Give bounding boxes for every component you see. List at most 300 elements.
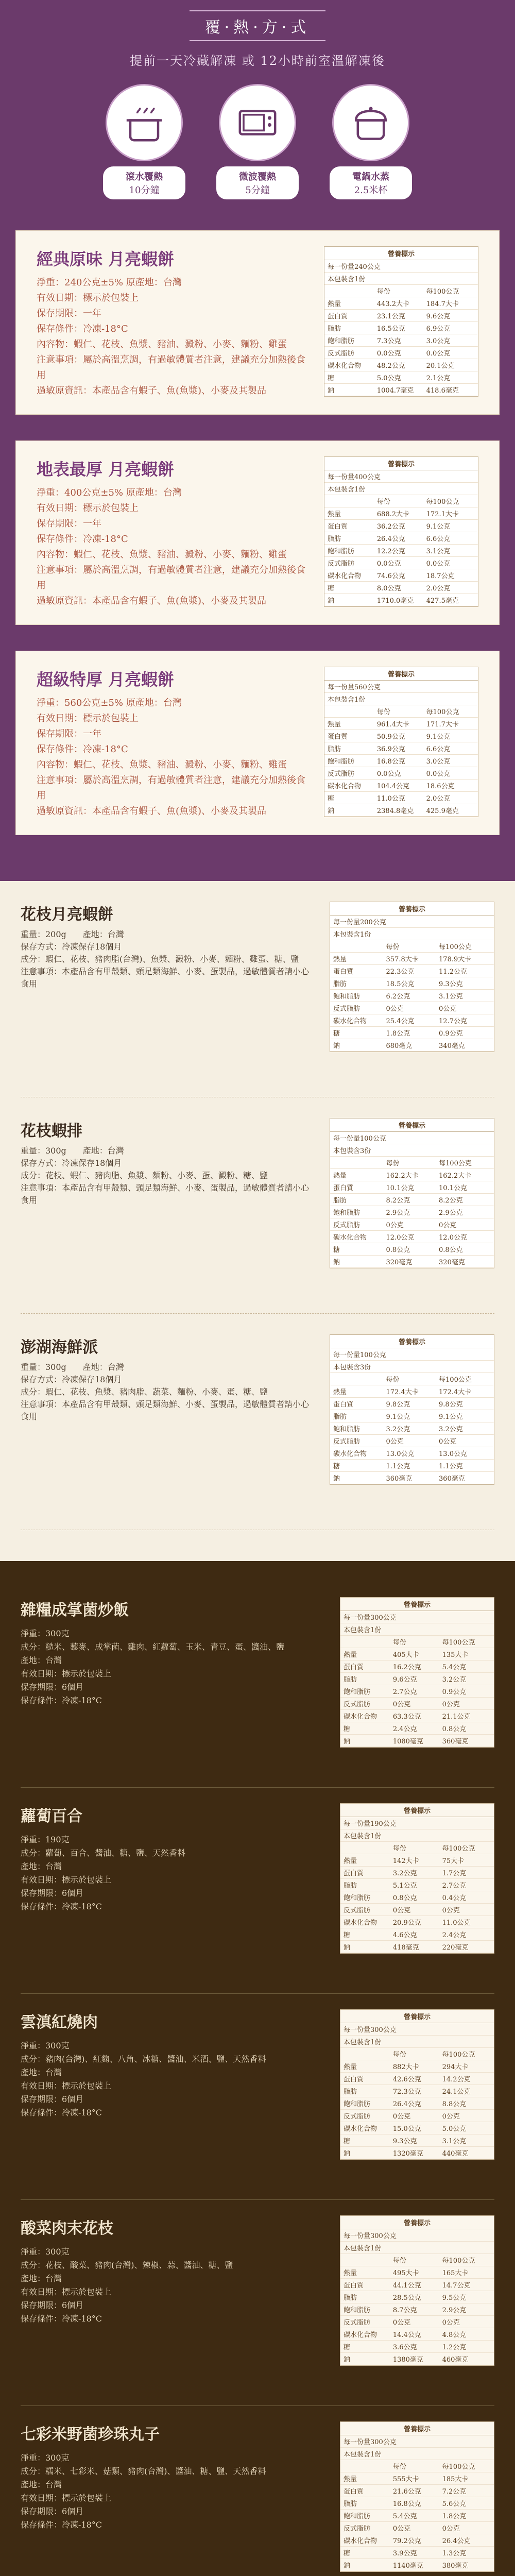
nutrition-row-label: 蛋白質: [333, 1401, 354, 1409]
nutrition-row-100g: 0公克: [442, 1907, 460, 1914]
product-item: [21, 1788, 494, 1994]
nutrition-row-100g: 3.0公克: [426, 337, 451, 345]
nutrition-row-serving: 0公克: [392, 2319, 411, 2327]
nutrition-row-serving: 961.4大卡: [376, 721, 410, 728]
nutrition-row: [324, 359, 478, 371]
nutrition-row: [324, 742, 478, 755]
nutrition-row-100g: 8.8公克: [442, 2100, 467, 2108]
nutrition-row-label: 碳水化合物: [328, 783, 362, 790]
product-item: [21, 2406, 494, 2576]
nutrition-row-serving: 16.8公克: [392, 2500, 421, 2508]
nutrition-row-serving: 142大卡: [392, 1857, 419, 1865]
nutrition-col-100g: 每100公克: [439, 1160, 472, 1167]
product-info-line: 保存期限：6個月: [21, 2094, 84, 2104]
nutrition-row-100g: 340毫克: [439, 1042, 465, 1050]
nutrition-table: [340, 1597, 494, 1748]
nutrition-header-row: [324, 495, 478, 507]
nutrition-row-label: 鈉: [344, 2356, 351, 2364]
nutrition-row-100g: 0.0公克: [426, 770, 451, 778]
nutrition-row-serving: 23.1公克: [376, 313, 405, 320]
product-info-line: 注意事項：屬於高溫烹調，有過敏體質者注意，建議充分加熱後食用: [37, 565, 305, 591]
nutrition-row-100g: 11.2公克: [439, 968, 467, 976]
product-info-line: 淨重：300克: [21, 2247, 70, 2257]
product-item: [21, 1582, 494, 1788]
nutrition-row: [340, 2097, 494, 2110]
nutrition-row-serving: 0公克: [392, 1907, 411, 1914]
nutrition-row: [330, 1181, 494, 1194]
nutrition-row-serving: 36.9公克: [376, 745, 405, 753]
product-info-line: 保存期限：6個月: [21, 2300, 84, 2310]
nutrition-row-100g: 135大卡: [442, 1651, 469, 1659]
nutrition-row-label: 糖: [328, 795, 335, 803]
nutrition-col-100g: 每100公克: [442, 1639, 475, 1647]
nutrition-row: [330, 1027, 494, 1039]
nutrition-row-serving: 9.6公克: [392, 1676, 417, 1684]
nutrition-row-100g: 0公克: [439, 1438, 457, 1446]
nutrition-row-100g: 9.1公克: [426, 523, 451, 531]
nutrition-servings: [324, 273, 478, 285]
nutrition-row-label: 糖: [344, 2138, 351, 2145]
nutrition-row-serving: 688.2大卡: [376, 511, 410, 518]
nutrition-row: [324, 384, 478, 396]
nutrition-row-label: 蛋白質: [328, 313, 348, 320]
method-steam-pill: [330, 166, 412, 199]
nutrition-row-100g: 460毫克: [442, 2356, 469, 2364]
nutrition-row: [340, 1904, 494, 1916]
nutrition-row-100g: 0公克: [442, 2319, 460, 2327]
product-info-line: 重量：300g 產地：台灣: [21, 1146, 124, 1156]
nutrition-row: [324, 347, 478, 359]
nutrition-row-100g: 294大卡: [442, 2063, 469, 2071]
nutrition-row: [340, 1891, 494, 1904]
nutrition-serving: [324, 470, 478, 483]
nutrition-row-100g: 13.0公克: [439, 1450, 467, 1458]
nutrition-servings: [340, 1623, 494, 1636]
product-info-line: 產地：台灣: [21, 2067, 62, 2077]
nutrition-row: [330, 1460, 494, 1472]
nutrition-row-label: 糖: [333, 1246, 340, 1254]
nutrition-table: [324, 456, 478, 607]
nutrition-row-100g: 18.6公克: [426, 783, 455, 790]
nutrition-row-label: 熱量: [344, 2063, 357, 2071]
nutrition-col-serving: 每份: [392, 2051, 406, 2059]
nutrition-table: [340, 1803, 494, 1954]
product-info-line: 保存條件：冷凍-18°C: [37, 534, 128, 545]
nutrition-row-serving: 405大卡: [392, 1651, 419, 1659]
nutrition-row: [324, 804, 478, 817]
nutrition-row-100g: 5.4公克: [442, 1664, 467, 1671]
nutrition-row-100g: 9.8公克: [439, 1401, 463, 1409]
product-info-line: 保存期限：6個月: [21, 2506, 84, 2516]
nutrition-row-label: 糖: [344, 2550, 351, 2557]
nutrition-servings: [340, 1829, 494, 1842]
nutrition-row-100g: 21.1公克: [442, 1713, 471, 1721]
nutrition-row-100g: 6.6公克: [426, 535, 451, 543]
nutrition-row-100g: 172.1大卡: [426, 511, 459, 518]
product-info-line: 保存期限：一年: [37, 518, 101, 529]
nutrition-row: [330, 1447, 494, 1460]
nutrition-row-100g: 2.7公克: [442, 1882, 467, 1890]
heating-methods: [0, 84, 515, 199]
nutrition-row-label: 糖: [344, 1931, 351, 1939]
nutrition-row: [340, 2291, 494, 2303]
nutrition-row: [324, 545, 478, 557]
nutrition-row-serving: 11.0公克: [376, 795, 405, 803]
nutrition-col-100g: 每100公克: [442, 2257, 475, 2265]
nutrition-row-100g: 9.1公克: [426, 733, 451, 741]
nutrition-row-label: 脂肪: [333, 980, 347, 988]
product-info-line: 產地：台灣: [21, 2480, 62, 2489]
nutrition-servings: [340, 2036, 494, 2048]
nutrition-header-row: [330, 940, 494, 953]
nutrition-row-100g: 9.6公克: [426, 313, 451, 320]
product-info-line: 保存方式：冷凍保存18個月: [21, 1375, 122, 1384]
product-info-line: 淨重：300克: [21, 1629, 70, 1638]
product-info-line: 成分：花枝、蝦仁、豬肉脂、魚漿、麵粉、小麥、蛋、澱粉、糖、鹽: [21, 1171, 268, 1180]
nutrition-row-100g: 1.7公克: [442, 1870, 467, 1877]
nutrition-row-serving: 1380毫克: [392, 2356, 423, 2364]
nutrition-row-label: 蛋白質: [344, 2488, 364, 2496]
nutrition-row-serving: 357.8大卡: [386, 956, 419, 963]
product-info-line: 保存方式：冷凍保存18個月: [21, 942, 122, 952]
nutrition-row-serving: 418毫克: [392, 1944, 419, 1952]
nutrition-row-label: 碳水化合物: [344, 2331, 377, 2339]
nutrition-row-100g: 171.7大卡: [426, 721, 459, 728]
nutrition-row-serving: 26.4公克: [392, 2100, 421, 2108]
nutrition-row-label: 脂肪: [344, 1882, 357, 1890]
nutrition-table: [324, 667, 478, 817]
nutrition-serving: [330, 1348, 494, 1361]
nutrition-row-serving: 0公克: [386, 1438, 404, 1446]
product-info-line: 保存條件：冷凍-18°C: [21, 2108, 102, 2117]
nutrition-row-100g: 4.8公克: [442, 2331, 467, 2339]
nutrition-title: 營養標示: [324, 457, 478, 470]
nutrition-row-100g: 0.8公克: [439, 1246, 463, 1254]
nutrition-row-serving: 20.9公克: [392, 1919, 421, 1927]
nutrition-row-serving: 12.2公克: [376, 548, 405, 555]
nutrition-row-serving: 1.8公克: [386, 1030, 410, 1038]
nutrition-row: [340, 2497, 494, 2510]
nutrition-row: [340, 2547, 494, 2559]
nutrition-row-serving: 12.0公克: [386, 1234, 415, 1242]
nutrition-row-100g: 24.1公克: [442, 2088, 471, 2096]
nutrition-row-label: 碳水化合物: [333, 1018, 367, 1025]
nutrition-title: 營養標示: [330, 1335, 494, 1348]
nutrition-row-100g: 10.1公克: [439, 1184, 467, 1192]
nutrition-row-label: 蛋白質: [344, 1870, 364, 1877]
nutrition-row-100g: 0公克: [442, 2113, 460, 2121]
nutrition-row-label: 碳水化合物: [328, 572, 362, 580]
product-info-line: 有效日期：標示於包裝上: [37, 503, 139, 514]
product-info-line: 內容物：蝦仁、花枝、魚漿、豬油、澱粉、小麥、麵粉、雞蛋: [37, 759, 287, 770]
nutrition-row-serving: 16.2公克: [392, 1664, 421, 1671]
product-info-line: 過敏原資訊：本產品含有蝦子、魚(魚漿)、小麥及其製品: [37, 385, 267, 396]
nutrition-col-100g: 每100公克: [426, 708, 459, 716]
product-name: 花枝蝦排: [21, 1122, 82, 1140]
nutrition-row-label: 蛋白質: [344, 1664, 364, 1671]
nutrition-row-serving: 0公克: [386, 1222, 404, 1229]
nutrition-serving-size: 每一份量300公克: [344, 2026, 397, 2034]
nutrition-row: [324, 334, 478, 347]
nutrition-row-label: 飽和脂肪: [344, 2100, 371, 2108]
product-name: 地表最厚 月亮蝦餅: [37, 460, 175, 479]
nutrition-row-serving: 4.6公克: [392, 1931, 417, 1939]
product-info-line: 淨重：240公克±5% 原產地：台灣: [37, 277, 182, 288]
nutrition-col-100g: 每100公克: [426, 498, 459, 506]
nutrition-row: [340, 2266, 494, 2279]
product-info-line: 淨重：300克: [21, 2041, 70, 2050]
nutrition-servings-count: 本包裝含3份: [333, 1147, 371, 1155]
bottom-products: [0, 1561, 515, 2576]
nutrition-title: 營養標示: [340, 2010, 494, 2023]
nutrition-row: [340, 1928, 494, 1941]
method-steam-time: 2.5米杯: [354, 185, 388, 196]
nutrition-row: [330, 1256, 494, 1268]
product-info-line: 保存條件：冷凍-18°C: [37, 744, 128, 755]
nutrition-row: [324, 557, 478, 569]
nutrition-col-100g: 每100公克: [442, 2463, 475, 2471]
nutrition-row-serving: 18.5公克: [386, 980, 415, 988]
nutrition-row: [330, 1206, 494, 1218]
nutrition-row-label: 碳水化合物: [344, 1713, 377, 1721]
nutrition-serving: [330, 916, 494, 928]
nutrition-row-100g: 9.1公克: [439, 1413, 463, 1421]
nutrition-col-serving: 每份: [392, 2463, 406, 2471]
nutrition-row-100g: 1.2公克: [442, 2344, 467, 2351]
nutrition-row-100g: 0.8公克: [442, 1725, 467, 1733]
method-boil-time: 10分鐘: [129, 185, 160, 196]
nutrition-row-label: 蛋白質: [344, 2282, 364, 2290]
nutrition-serving: [340, 2229, 494, 2242]
method-microwave-time: 5分鐘: [245, 185, 270, 196]
method-microwave-name: 微波覆熱: [239, 172, 276, 182]
nutrition-table: [330, 1334, 494, 1485]
nutrition-row-label: 鈉: [344, 2150, 351, 2158]
nutrition-row-serving: 72.3公克: [392, 2088, 421, 2096]
nutrition-row: [330, 1231, 494, 1243]
product-info-line: 淨重：560公克±5% 原產地：台灣: [37, 698, 182, 708]
product-name: 酸菜肉末花枝: [21, 2219, 113, 2238]
nutrition-row-label: 反式脂肪: [333, 1005, 360, 1013]
nutrition-row: [340, 2303, 494, 2316]
nutrition-row-label: 飽和脂肪: [333, 1426, 360, 1433]
nutrition-row-100g: 0.9公克: [439, 1030, 463, 1038]
nutrition-row-100g: 3.2公克: [439, 1426, 463, 1433]
product-info-line: 產地：台灣: [21, 1655, 62, 1665]
nutrition-row-label: 熱量: [328, 300, 341, 308]
nutrition-row: [340, 1854, 494, 1867]
nutrition-row-100g: 26.4公克: [442, 2537, 471, 2545]
nutrition-row-label: 脂肪: [344, 1676, 357, 1684]
nutrition-row-label: 飽和脂肪: [333, 1209, 360, 1217]
nutrition-row-serving: 74.6公克: [376, 572, 405, 580]
nutrition-table: [330, 902, 494, 1052]
nutrition-row: [340, 2134, 494, 2147]
nutrition-row-label: 糖: [344, 2344, 351, 2351]
nutrition-row-serving: 9.3公克: [392, 2138, 417, 2145]
nutrition-serving: [324, 681, 478, 693]
method-steam: [330, 84, 412, 199]
nutrition-servings-count: 本包裝含1份: [344, 1626, 382, 1634]
nutrition-serving: [340, 2023, 494, 2036]
nutrition-row-label: 熱量: [344, 2476, 357, 2483]
nutrition-col-100g: 每100公克: [426, 288, 459, 296]
nutrition-col-100g: 每100公克: [442, 2051, 475, 2059]
nutrition-row-100g: 7.2公克: [442, 2488, 467, 2496]
nutrition-row: [330, 1218, 494, 1231]
nutrition-row: [340, 1648, 494, 1660]
nutrition-row-100g: 14.7公克: [442, 2282, 471, 2290]
nutrition-servings: [324, 693, 478, 705]
product-info-line: 有效日期：標示於包裝上: [21, 1875, 112, 1885]
product-item: [21, 1334, 494, 1530]
heating-title: [0, 10, 515, 41]
nutrition-row: [324, 582, 478, 594]
nutrition-table: [324, 246, 478, 397]
nutrition-row-label: 熱量: [344, 2269, 357, 2277]
nutrition-header-row: [324, 705, 478, 718]
nutrition-row-serving: 13.0公克: [386, 1450, 415, 1458]
nutrition-row-label: 碳水化合物: [344, 2537, 377, 2545]
nutrition-row: [330, 1002, 494, 1014]
nutrition-serving-size: 每一份量560公克: [328, 684, 381, 691]
nutrition-servings: [340, 2242, 494, 2254]
nutrition-row-label: 熱量: [328, 721, 341, 728]
nutrition-row: [340, 2122, 494, 2134]
nutrition-row-100g: 0公克: [439, 1222, 457, 1229]
nutrition-title: 營養標示: [340, 2216, 494, 2229]
nutrition-row-serving: 1710.0毫克: [376, 597, 414, 605]
nutrition-row-100g: 178.9大卡: [439, 956, 472, 963]
nutrition-title: 營養標示: [330, 1118, 494, 1132]
nutrition-row-label: 反式脂肪: [344, 2113, 371, 2121]
nutrition-servings-count: 本包裝含3份: [333, 1364, 371, 1371]
product-name: 超級特厚 月亮蝦餅: [37, 670, 175, 689]
nutrition-title: 營養標示: [340, 2422, 494, 2435]
nutrition-row-serving: 104.4公克: [376, 783, 410, 790]
nutrition-servings-count: 本包裝含1份: [344, 2245, 382, 2252]
nutrition-row-serving: 25.4公克: [386, 1018, 415, 1025]
nutrition-row-serving: 22.3公克: [386, 968, 415, 976]
nutrition-row-100g: 427.5毫克: [426, 597, 459, 605]
nutrition-row: [340, 1660, 494, 1673]
nutrition-row-label: 糖: [333, 1463, 340, 1470]
product-info-line: 注意事項：屬於高溫烹調，有過敏體質者注意，建議充分加熱後食用: [37, 354, 305, 381]
nutrition-row-label: 熱量: [333, 1172, 347, 1180]
product-info-line: 內容物：蝦仁、花枝、魚漿、豬油、澱粉、小麥、麵粉、雞蛋: [37, 549, 287, 560]
nutrition-servings-count: 本包裝含1份: [333, 931, 371, 939]
nutrition-row-serving: 555大卡: [392, 2476, 419, 2483]
nutrition-title: 營養標示: [340, 1804, 494, 1817]
nutrition-servings-count: 本包裝含1份: [344, 1833, 382, 1840]
nutrition-row-serving: 882大卡: [392, 2063, 419, 2071]
nutrition-table: [340, 2421, 494, 2572]
nutrition-col-serving: 每份: [392, 1845, 406, 1853]
nutrition-serving-size: 每一份量300公克: [344, 2438, 397, 2446]
nutrition-row: [330, 1014, 494, 1027]
product-info-line: 保存期限：一年: [37, 308, 101, 319]
nutrition-row-label: 糖: [333, 1030, 340, 1038]
product-info-line: 保存期限：6個月: [21, 1888, 84, 1898]
nutrition-row-label: 碳水化合物: [344, 1919, 377, 1927]
nutrition-row-serving: 48.2公克: [376, 362, 405, 370]
nutrition-row-serving: 8.2公克: [386, 1197, 410, 1205]
product-item: [21, 2200, 494, 2406]
nutrition-row-100g: 184.7大卡: [426, 300, 459, 308]
nutrition-row: [340, 2316, 494, 2328]
nutrition-row: [330, 1435, 494, 1447]
nutrition-row-serving: 0公克: [392, 1701, 411, 1708]
nutrition-row-serving: 320毫克: [386, 1259, 413, 1266]
nutrition-row-100g: 220毫克: [442, 1944, 469, 1952]
nutrition-row-100g: 0.0公克: [426, 560, 451, 568]
nutrition-row-label: 蛋白質: [333, 1184, 354, 1192]
nutrition-col-100g: 每100公克: [439, 943, 472, 951]
nutrition-row-100g: 425.9毫克: [426, 807, 459, 815]
nutrition-row-serving: 10.1公克: [386, 1184, 415, 1192]
nutrition-header-row: [340, 2254, 494, 2266]
nutrition-row-serving: 8.7公克: [392, 2307, 417, 2314]
nutrition-row: [324, 792, 478, 804]
nutrition-row-serving: 16.5公克: [376, 325, 405, 333]
nutrition-row-label: 糖: [344, 1725, 351, 1733]
nutrition-serving-size: 每一份量200公克: [333, 919, 386, 926]
nutrition-row-serving: 8.0公克: [376, 585, 401, 592]
nutrition-row-label: 飽和脂肪: [344, 2513, 371, 2520]
nutrition-title: 營養標示: [340, 1598, 494, 1611]
nutrition-row-serving: 0.0公克: [376, 560, 401, 568]
nutrition-row-label: 熱量: [344, 1857, 357, 1865]
nutrition-row-100g: 418.6毫克: [426, 387, 459, 395]
nutrition-row: [340, 1722, 494, 1735]
nutrition-row-100g: 185大卡: [442, 2476, 469, 2483]
method-microwave-pill: [216, 166, 299, 199]
nutrition-row-serving: 0.0公克: [376, 770, 401, 778]
nutrition-serving-size: 每一份量190公克: [344, 1820, 397, 1828]
product-info-line: 保存期限：一年: [37, 728, 101, 739]
nutrition-row: [324, 532, 478, 545]
nutrition-row-serving: 0.8公克: [386, 1246, 410, 1254]
nutrition-row-label: 熱量: [333, 1388, 347, 1396]
product-info-line: 成分：花枝、酸菜、豬肉(台灣)、辣椒、蒜、醬油、糖、鹽: [21, 2260, 233, 2270]
nutrition-header-row: [330, 1157, 494, 1169]
nutrition-row-100g: 3.2公克: [442, 1676, 467, 1684]
nutrition-row: [330, 1472, 494, 1484]
nutrition-row-serving: 3.2公克: [386, 1426, 410, 1433]
nutrition-row-label: 碳水化合物: [344, 2125, 377, 2133]
nutrition-serving-size: 每一份量300公克: [344, 1614, 397, 1622]
nutrition-row-serving: 16.8公克: [376, 758, 405, 766]
nutrition-row-serving: 44.1公克: [392, 2282, 421, 2290]
nutrition-row-serving: 9.8公克: [386, 1401, 410, 1409]
nutrition-row-100g: 5.6公克: [442, 2500, 467, 2508]
nutrition-row-serving: 3.6公克: [392, 2344, 417, 2351]
nutrition-row-serving: 15.0公克: [392, 2125, 421, 2133]
nutrition-table: [330, 1118, 494, 1268]
product-info-line: 有效日期：標示於包裝上: [37, 713, 139, 724]
nutrition-row-serving: 1140毫克: [392, 2562, 423, 2570]
nutrition-row-label: 反式脂肪: [344, 2319, 371, 2327]
method-steam-name: 電鍋水蒸: [352, 172, 389, 182]
nutrition-row-label: 鈉: [333, 1042, 340, 1050]
nutrition-row-label: 蛋白質: [328, 733, 348, 741]
nutrition-row-serving: 5.1公克: [392, 1882, 417, 1890]
nutrition-row-label: 反式脂肪: [328, 560, 355, 568]
product-info-line: 注意事項：屬於高溫烹調，有過敏體質者注意，建議充分加熱後食用: [37, 775, 305, 801]
nutrition-title: 營養標示: [324, 247, 478, 260]
nutrition-row-100g: 0公克: [439, 1005, 457, 1013]
nutrition-row-100g: 1.3公克: [442, 2550, 467, 2557]
